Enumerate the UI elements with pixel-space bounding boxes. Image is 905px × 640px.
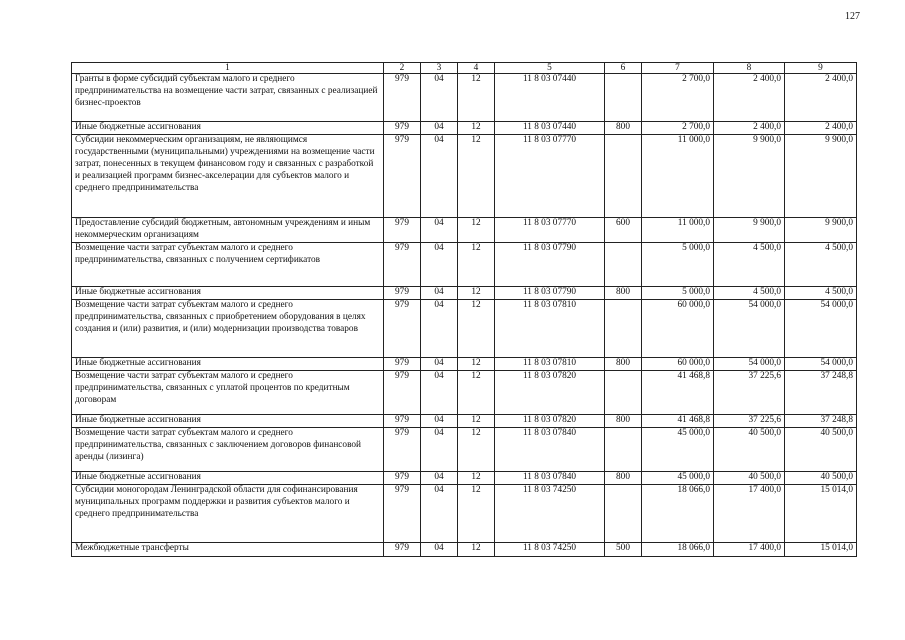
cell-amount-2: 9 900,0 bbox=[714, 218, 785, 243]
cell-expense-type: 800 bbox=[605, 472, 642, 485]
table-row bbox=[72, 543, 857, 557]
cell-amount-3: 4 500,0 bbox=[785, 243, 857, 287]
cell-expense-type bbox=[605, 74, 642, 122]
budget-table bbox=[71, 62, 857, 557]
cell-amount-3: 2 400,0 bbox=[785, 74, 857, 122]
cell-expense-type: 600 bbox=[605, 218, 642, 243]
cell-amount-1: 41 468,8 bbox=[642, 415, 714, 428]
cell-amount-3: 54 000,0 bbox=[785, 358, 857, 371]
cell-expense-type bbox=[605, 135, 642, 218]
cell-name: Предоставление субсидий бюджетным, автономным учреждениям и иным некоммерческим организациям bbox=[72, 218, 384, 243]
cell-amount-1: 2 700,0 bbox=[642, 122, 714, 135]
cell-section: 04 bbox=[421, 135, 458, 218]
cell-amount-3: 15 014,0 bbox=[785, 485, 857, 543]
cell-grbs: 979 bbox=[384, 415, 421, 428]
header-cell: 3 bbox=[421, 63, 458, 74]
cell-name: Иные бюджетные ассигнования bbox=[72, 415, 384, 428]
cell-amount-1: 45 000,0 bbox=[642, 472, 714, 485]
cell-target-article: 11 8 03 07790 bbox=[495, 287, 605, 300]
table-row bbox=[72, 358, 857, 371]
cell-amount-3: 9 900,0 bbox=[785, 135, 857, 218]
cell-section: 04 bbox=[421, 543, 458, 557]
cell-subsection: 12 bbox=[458, 472, 495, 485]
cell-amount-3: 15 014,0 bbox=[785, 543, 857, 557]
cell-subsection: 12 bbox=[458, 415, 495, 428]
cell-subsection: 12 bbox=[458, 371, 495, 415]
cell-amount-2: 9 900,0 bbox=[714, 135, 785, 218]
cell-target-article: 11 8 03 07440 bbox=[495, 122, 605, 135]
cell-amount-1: 41 468,8 bbox=[642, 371, 714, 415]
cell-grbs: 979 bbox=[384, 135, 421, 218]
cell-expense-type bbox=[605, 243, 642, 287]
cell-target-article: 11 8 03 07440 bbox=[495, 74, 605, 122]
cell-amount-1: 5 000,0 bbox=[642, 243, 714, 287]
cell-amount-3: 37 248,8 bbox=[785, 415, 857, 428]
cell-target-article: 11 8 03 07810 bbox=[495, 358, 605, 371]
cell-target-article: 11 8 03 07790 bbox=[495, 243, 605, 287]
cell-expense-type: 500 bbox=[605, 543, 642, 557]
cell-grbs: 979 bbox=[384, 428, 421, 472]
cell-grbs: 979 bbox=[384, 371, 421, 415]
cell-amount-3: 40 500,0 bbox=[785, 472, 857, 485]
table-row bbox=[72, 371, 857, 415]
cell-target-article: 11 8 03 07840 bbox=[495, 472, 605, 485]
table-row bbox=[72, 287, 857, 300]
cell-expense-type: 800 bbox=[605, 287, 642, 300]
cell-grbs: 979 bbox=[384, 472, 421, 485]
cell-grbs: 979 bbox=[384, 74, 421, 122]
cell-target-article: 11 8 03 07820 bbox=[495, 415, 605, 428]
cell-target-article: 11 8 03 74250 bbox=[495, 485, 605, 543]
cell-expense-type bbox=[605, 300, 642, 358]
cell-subsection: 12 bbox=[458, 243, 495, 287]
cell-amount-1: 18 066,0 bbox=[642, 485, 714, 543]
header-cell: 9 bbox=[785, 63, 857, 74]
cell-subsection: 12 bbox=[458, 74, 495, 122]
cell-grbs: 979 bbox=[384, 300, 421, 358]
cell-target-article: 11 8 03 07810 bbox=[495, 300, 605, 358]
cell-grbs: 979 bbox=[384, 358, 421, 371]
cell-section: 04 bbox=[421, 371, 458, 415]
table-row bbox=[72, 135, 857, 218]
cell-amount-1: 60 000,0 bbox=[642, 358, 714, 371]
header-cell: 6 bbox=[605, 63, 642, 74]
cell-amount-2: 17 400,0 bbox=[714, 485, 785, 543]
table-row bbox=[72, 300, 857, 358]
cell-expense-type bbox=[605, 371, 642, 415]
cell-amount-1: 11 000,0 bbox=[642, 135, 714, 218]
header-cell: 2 bbox=[384, 63, 421, 74]
cell-name: Иные бюджетные ассигнования bbox=[72, 358, 384, 371]
cell-name: Иные бюджетные ассигнования bbox=[72, 122, 384, 135]
cell-subsection: 12 bbox=[458, 300, 495, 358]
cell-amount-2: 37 225,6 bbox=[714, 371, 785, 415]
cell-amount-3: 54 000,0 bbox=[785, 300, 857, 358]
cell-amount-1: 2 700,0 bbox=[642, 74, 714, 122]
table-row bbox=[72, 485, 857, 543]
cell-subsection: 12 bbox=[458, 122, 495, 135]
cell-amount-1: 5 000,0 bbox=[642, 287, 714, 300]
cell-amount-3: 37 248,8 bbox=[785, 371, 857, 415]
cell-section: 04 bbox=[421, 122, 458, 135]
cell-section: 04 bbox=[421, 300, 458, 358]
cell-expense-type bbox=[605, 428, 642, 472]
cell-section: 04 bbox=[421, 415, 458, 428]
cell-amount-1: 18 066,0 bbox=[642, 543, 714, 557]
table-row bbox=[72, 415, 857, 428]
table-row bbox=[72, 472, 857, 485]
cell-amount-1: 11 000,0 bbox=[642, 218, 714, 243]
cell-name: Иные бюджетные ассигнования bbox=[72, 472, 384, 485]
table-row bbox=[72, 243, 857, 287]
cell-expense-type bbox=[605, 485, 642, 543]
cell-name: Гранты в форме субсидий субъектам малого и среднего предпринимательства на возмещение части затрат, связанных с реализацией бизнес-проектов bbox=[72, 74, 384, 122]
cell-target-article: 11 8 03 07770 bbox=[495, 135, 605, 218]
cell-amount-3: 40 500,0 bbox=[785, 428, 857, 472]
cell-subsection: 12 bbox=[458, 485, 495, 543]
cell-section: 04 bbox=[421, 358, 458, 371]
cell-name: Возмещение части затрат субъектам малого и среднего предпринимательства, связанных с заключением договоров финансовой аренды (лизинга) bbox=[72, 428, 384, 472]
cell-section: 04 bbox=[421, 472, 458, 485]
cell-name: Иные бюджетные ассигнования bbox=[72, 287, 384, 300]
cell-amount-2: 40 500,0 bbox=[714, 472, 785, 485]
header-row bbox=[72, 63, 857, 74]
table-row bbox=[72, 122, 857, 135]
cell-name: Возмещение части затрат субъектам малого и среднего предпринимательства, связанных с приобретением оборудования в целях создания и (или) развития, и (или) модернизации производства товаров bbox=[72, 300, 384, 358]
cell-expense-type: 800 bbox=[605, 358, 642, 371]
cell-section: 04 bbox=[421, 287, 458, 300]
cell-amount-3: 4 500,0 bbox=[785, 287, 857, 300]
header-cell: 5 bbox=[495, 63, 605, 74]
table-row bbox=[72, 218, 857, 243]
page-number: 127 bbox=[845, 11, 860, 22]
cell-amount-2: 54 000,0 bbox=[714, 300, 785, 358]
cell-name: Возмещение части затрат субъектам малого и среднего предпринимательства, связанных с уплатой процентов по кредитным договорам bbox=[72, 371, 384, 415]
cell-subsection: 12 bbox=[458, 543, 495, 557]
table-row bbox=[72, 428, 857, 472]
cell-subsection: 12 bbox=[458, 218, 495, 243]
cell-section: 04 bbox=[421, 243, 458, 287]
cell-amount-2: 54 000,0 bbox=[714, 358, 785, 371]
cell-name: Субсидии некоммерческим организациям, не являющимся государственными (муниципальными) учреждениями на возмещение части затрат, понесенных в текущем финансовом году и связанных с разработкой и реализацией программ бизнес-акселерации для субъектов малого и среднего предпринимательства bbox=[72, 135, 384, 218]
cell-amount-1: 60 000,0 bbox=[642, 300, 714, 358]
cell-amount-2: 2 400,0 bbox=[714, 74, 785, 122]
cell-section: 04 bbox=[421, 485, 458, 543]
cell-section: 04 bbox=[421, 428, 458, 472]
cell-grbs: 979 bbox=[384, 218, 421, 243]
header-cell: 1 bbox=[72, 63, 384, 74]
cell-subsection: 12 bbox=[458, 135, 495, 218]
cell-target-article: 11 8 03 07840 bbox=[495, 428, 605, 472]
cell-amount-1: 45 000,0 bbox=[642, 428, 714, 472]
cell-target-article: 11 8 03 74250 bbox=[495, 543, 605, 557]
cell-subsection: 12 bbox=[458, 428, 495, 472]
cell-grbs: 979 bbox=[384, 287, 421, 300]
cell-grbs: 979 bbox=[384, 122, 421, 135]
cell-section: 04 bbox=[421, 218, 458, 243]
cell-amount-2: 4 500,0 bbox=[714, 243, 785, 287]
cell-expense-type: 800 bbox=[605, 122, 642, 135]
cell-name: Возмещение части затрат субъектам малого и среднего предпринимательства, связанных с получением сертификатов bbox=[72, 243, 384, 287]
table-row bbox=[72, 74, 857, 122]
cell-grbs: 979 bbox=[384, 485, 421, 543]
cell-amount-2: 37 225,6 bbox=[714, 415, 785, 428]
cell-subsection: 12 bbox=[458, 287, 495, 300]
cell-grbs: 979 bbox=[384, 543, 421, 557]
cell-target-article: 11 8 03 07820 bbox=[495, 371, 605, 415]
cell-amount-2: 2 400,0 bbox=[714, 122, 785, 135]
cell-amount-3: 9 900,0 bbox=[785, 218, 857, 243]
header-cell: 7 bbox=[642, 63, 714, 74]
cell-expense-type: 800 bbox=[605, 415, 642, 428]
cell-grbs: 979 bbox=[384, 243, 421, 287]
cell-amount-3: 2 400,0 bbox=[785, 122, 857, 135]
cell-section: 04 bbox=[421, 74, 458, 122]
cell-name: Межбюджетные трансферты bbox=[72, 543, 384, 557]
cell-target-article: 11 8 03 07770 bbox=[495, 218, 605, 243]
header-cell: 8 bbox=[714, 63, 785, 74]
cell-subsection: 12 bbox=[458, 358, 495, 371]
cell-amount-2: 4 500,0 bbox=[714, 287, 785, 300]
cell-name: Субсидии моногородам Ленинградской области для софинансирования муниципальных программ поддержки и развития субъектов малого и среднего предпринимательства bbox=[72, 485, 384, 543]
header-cell: 4 bbox=[458, 63, 495, 74]
cell-amount-2: 17 400,0 bbox=[714, 543, 785, 557]
cell-amount-2: 40 500,0 bbox=[714, 428, 785, 472]
